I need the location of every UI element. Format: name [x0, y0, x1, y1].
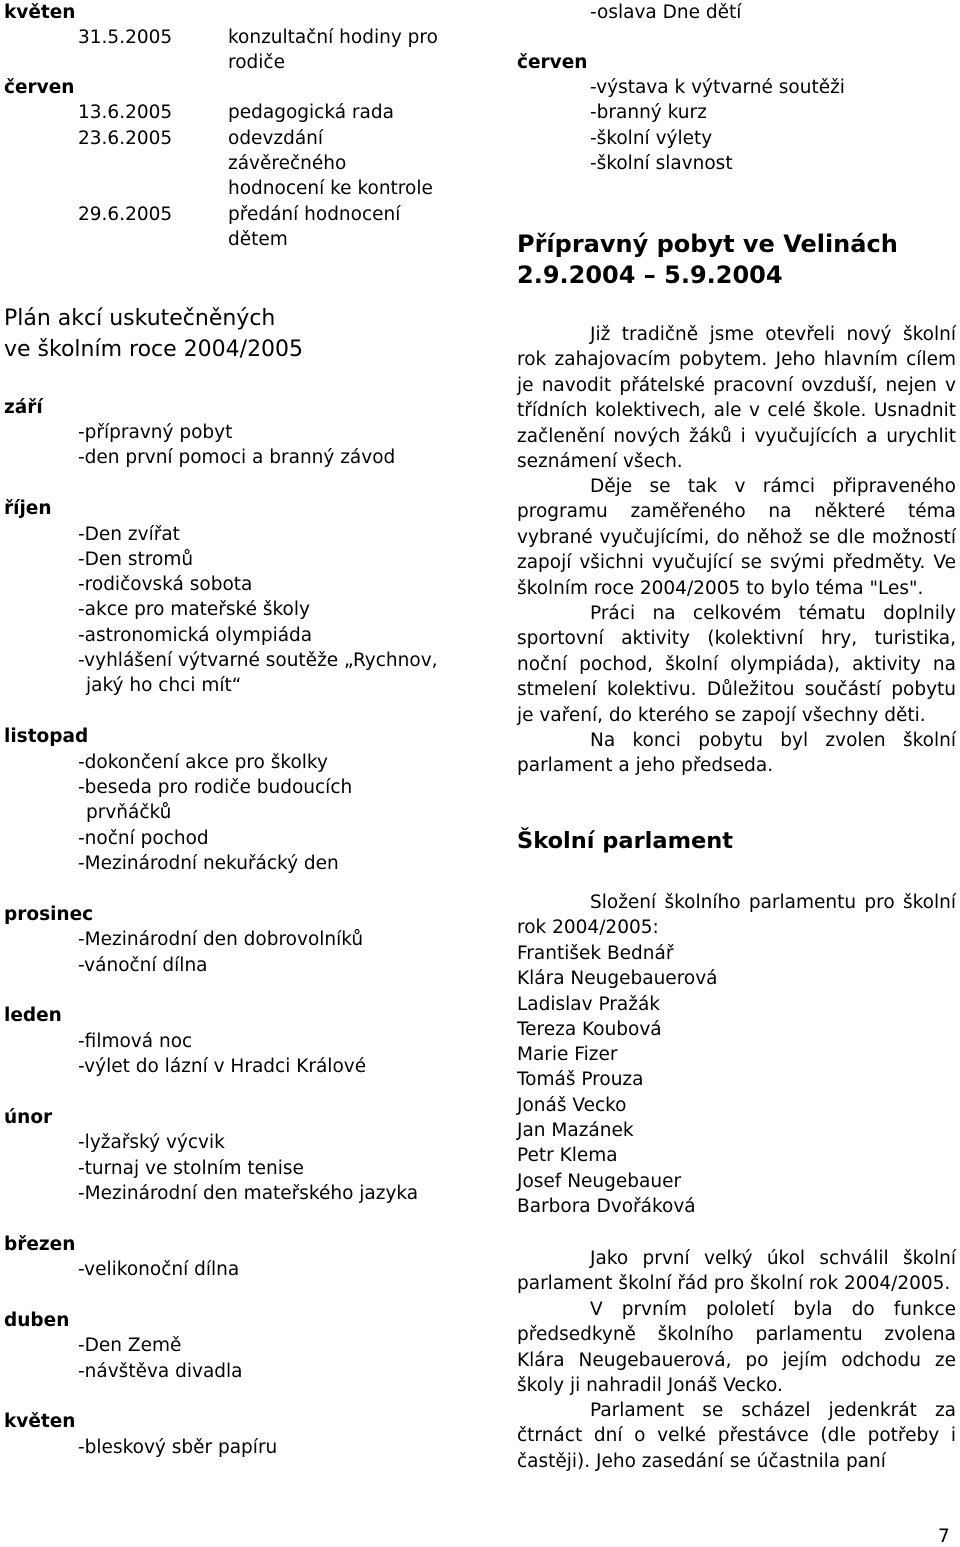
- month-label-leden: leden: [4, 1005, 62, 1026]
- schedule-text: konzultační hodiny pro: [228, 27, 438, 48]
- paragraph: Jako první velký úkol schválil školní parlament školní řád pro školní rok 2004/2005.: [517, 1248, 956, 1295]
- month-label-listopad: listopad: [4, 726, 89, 747]
- paragraph: V prvním pololetí byla do funkce předsedkyně školního parlamentu zvolena Klára Neugebauerová, po jejím odchodu ze školy ji nahradil Jonáš Vecko.: [517, 1299, 956, 1397]
- event-item: -Mezinárodní den dobrovolníků: [78, 929, 364, 950]
- section-heading: ve školním roce 2004/2005: [4, 337, 304, 362]
- page-number: 7: [938, 1526, 950, 1547]
- paragraph: Parlament se scházel jedenkrát za čtrnáct dní o velké přestávce (dle potřeby i častěji). Jeho zasedání se účastnila paní: [517, 1400, 956, 1472]
- event-item: -branný kurz: [590, 102, 707, 123]
- event-item: -lyžařský výcvik: [78, 1132, 225, 1153]
- paragraph: Práci na celkovém tématu doplnily sportovní aktivity (kolektivní hry, turistika, noční pochod, školní olympiáda), aktivity na stmelení kolektivu. Důležitou součástí pobytu je vaření, do kterého se zapojí všechny děti.: [517, 603, 956, 726]
- schedule-text: pedagogická rada: [228, 102, 394, 123]
- event-item: -velikonoční dílna: [78, 1259, 240, 1280]
- event-item: -akce pro mateřské školy: [78, 599, 310, 620]
- event-item: -beseda pro rodiče budoucích: [78, 777, 353, 798]
- event-item: -dokončení akce pro školky: [78, 752, 328, 773]
- schedule-date: 31.5.2005: [78, 27, 173, 48]
- month-label-prosinec: prosinec: [4, 904, 94, 925]
- paragraph: Děje se tak v rámci připraveného programu zaměřeného na některé téma vybrané vyučujícími, do něhož se dle možností zapojí všichni vyučující se svými předměty. Ve školním roce 2004/2005 to bylo téma "Les".: [517, 476, 956, 599]
- schedule-text: předání hodnocení: [228, 204, 401, 225]
- month-label-unor: únor: [4, 1107, 53, 1128]
- event-item: -přípravný pobyt: [78, 422, 233, 443]
- event-item: -výstava k výtvarné soutěži: [590, 77, 845, 98]
- event-item: -turnaj ve stolním tenise: [78, 1158, 304, 1179]
- member-name: Klára Neugebauerová: [517, 968, 718, 990]
- month-label-kveten: květen: [4, 1411, 76, 1432]
- member-list: [517, 941, 817, 1219]
- member-name: Tereza Koubová: [517, 1018, 662, 1040]
- month-label-kveten-top: květen: [4, 2, 76, 23]
- member-name: Marie Fizer: [517, 1044, 618, 1066]
- paragraph: Složení školního parlamentu pro školní rok 2004/2005:: [517, 892, 956, 939]
- event-item: -školní výlety: [590, 128, 713, 149]
- event-item: -astronomická olympiáda: [78, 625, 313, 646]
- month-label-brezen: březen: [4, 1234, 76, 1255]
- member-name: Tomáš Prouza: [517, 1069, 644, 1091]
- schedule-text: hodnocení ke kontrole: [228, 178, 433, 199]
- event-item: -školní slavnost: [590, 153, 733, 174]
- member-name: Barbora Dvořáková: [517, 1195, 696, 1217]
- event-item: -návštěva divadla: [78, 1361, 243, 1382]
- event-item: -Den stromů: [78, 549, 194, 570]
- schedule-date: 23.6.2005: [78, 128, 173, 149]
- schedule-text: rodiče: [228, 52, 285, 73]
- event-item: -rodičovská sobota: [78, 574, 253, 595]
- event-item: -vánoční dílna: [78, 955, 208, 976]
- paragraph: Již tradičně jsme otevřeli nový školní rok zahajovacím pobytem. Jeho hlavním cílem je navodit přátelské pracovní ovzduší, nejen v třídních kolektivech, ale v celé škole. Usnadnit začlenění nových žáků i vyučujících a urychlit seznámení všech.: [517, 324, 956, 473]
- section-heading: Plán akcí uskutečněných: [4, 306, 276, 331]
- article-date: 2.9.2004 – 5.9.2004: [517, 261, 783, 289]
- month-label-duben: duben: [4, 1310, 70, 1331]
- event-item: -vyhlášení výtvarné soutěže „Rychnov,: [78, 650, 438, 671]
- event-item: -bleskový sběr papíru: [78, 1437, 278, 1458]
- month-label-zari: září: [4, 397, 43, 418]
- schedule-text: závěrečného: [228, 153, 347, 174]
- event-item: -výlet do lázní v Hradci Králové: [78, 1056, 367, 1077]
- event-item: -filmová noc: [78, 1031, 193, 1052]
- schedule-text: odevzdání: [228, 128, 324, 149]
- event-item: -oslava Dne dětí: [590, 2, 742, 23]
- article-title: Školní parlament: [517, 828, 734, 854]
- member-name: Jonáš Vecko: [517, 1094, 627, 1116]
- event-item: prvňáčků: [86, 802, 172, 823]
- month-label-cerven-top: červen: [4, 77, 75, 98]
- member-name: Josef Neugebauer: [517, 1170, 682, 1192]
- event-item: jaký ho chci mít“: [86, 675, 242, 696]
- month-label-cerven: červen: [517, 52, 588, 73]
- schedule-text: dětem: [228, 229, 288, 250]
- paragraph: Na konci pobytu byl zvolen školní parlament a jeho předseda.: [517, 730, 956, 777]
- member-name: Petr Klema: [517, 1145, 618, 1167]
- article-title: Přípravný pobyt ve Velinách: [517, 230, 898, 258]
- month-label-rijen: říjen: [4, 498, 52, 519]
- event-item: -Mezinárodní den mateřského jazyka: [78, 1183, 419, 1204]
- event-item: -noční pochod: [78, 828, 209, 849]
- member-name: Ladislav Pražák: [517, 993, 661, 1015]
- event-item: -Mezinárodní nekuřácký den: [78, 853, 339, 874]
- event-item: -den první pomoci a branný závod: [78, 447, 396, 468]
- event-item: -Den zvířat: [78, 524, 180, 545]
- schedule-date: 29.6.2005: [78, 204, 173, 225]
- member-name: Jan Mazánek: [517, 1120, 634, 1142]
- schedule-date: 13.6.2005: [78, 102, 173, 123]
- event-item: -Den Země: [78, 1335, 182, 1356]
- member-name: František Bednář: [517, 943, 674, 964]
